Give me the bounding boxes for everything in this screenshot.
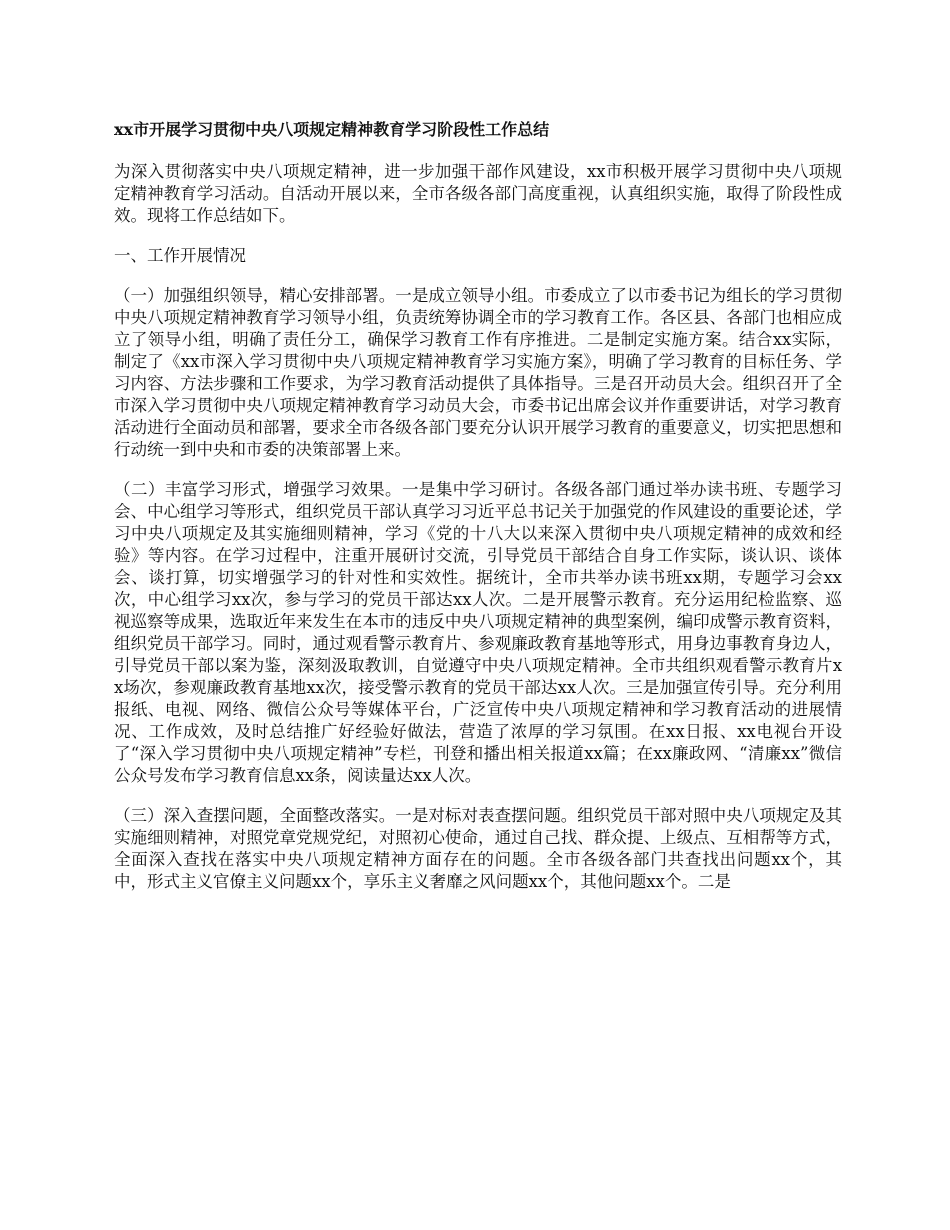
document-title: xx市开展学习贯彻中央八项规定精神教育学习阶段性工作总结 bbox=[114, 120, 550, 139]
paragraph-study-forms: （二）丰富学习形式，增强学习效果。一是集中学习研讨。各级各部门通过举办读书班、专题学习会、中心组学习等形式，组织党员干部认真学习习近平总书记关于加强党的作风建设的重要论述，学习中央八项规定及其实施细则精神，学习《党的十八大以来深入贯彻中央八项规定精神的成效和经验》等内容。在学习过程中，注重开展研讨交流，引导党员干部结合自身工作实际，谈认识、谈体会、谈打算，切实增强学习的针对性和实效性。据统计，全市共举办读书班xx期，专题学习会xx次，中心组学习xx次，参与学习的党员干部达xx人次。二是开展警示教育。充分运用纪检监察、巡视巡察等成果，选取近年来发生在本市的违反中央八项规定精神的典型案例，编印成警示教育资料，组织党员干部学习。同时，通过观看警示教育片、参观廉政教育基地等形式，用身边事教育身边人，引导党员干部以案为鉴，深刻汲取教训，自觉遵守中央八项规定精神。全市共组织观看警示教育片xx场次，参观廉政教育基地xx次，接受警示教育的党员干部达xx人次。三是加强宣传引导。充分利用报纸、电视、网络、微信公众号等媒体平台，广泛宣传中央八项规定精神和学习教育活动的进展情况、工作成效，及时总结推广好经验好做法，营造了浓厚的学习氛围。在xx日报、xx电视台开设了“深入学习贯彻中央八项规定精神”专栏，刊登和播出相关报道xx篇；在xx廉政网、“清廉xx”微信公众号发布学习教育信息xx条，阅读量达xx人次。 bbox=[114, 480, 842, 785]
paragraph-rectification: （三）深入查摆问题，全面整改落实。一是对标对表查摆问题。组织党员干部对照中央八项规定及其实施细则精神，对照党章党规党纪，对照初心使命，通过自己找、群众提、上级点、互相帮等方式，全面深入查找在落实中央八项规定精神方面存在的问题。全市各级各部门共查找出问题xx个，其中，形式主义官僚主义问题xx个，享乐主义奢靡之风问题xx个，其他问题xx个。二是 bbox=[114, 806, 842, 891]
document-page bbox=[114, 118, 842, 911]
intro-paragraph: 为深入贯彻落实中央八项规定精神，进一步加强干部作风建设，xx市积极开展学习贯彻中央八项规定精神教育学习活动。自活动开展以来，全市各级各部门高度重视，认真组织实施，取得了阶段性成效。现将工作总结如下。 bbox=[114, 162, 842, 225]
paragraph-organization: （一）加强组织领导，精心安排部署。一是成立领导小组。市委成立了以市委书记为组长的学习贯彻中央八项规定精神教育学习领导小组，负责统筹协调全市的学习教育工作。各区县、各部门也相应成立了领导小组，明确了责任分工，确保学习教育工作有序推进。二是制定实施方案。结合xx实际，制定了《xx市深入学习贯彻中央八项规定精神教育学习实施方案》，明确了学习教育的目标任务、学习内容、方法步骤和工作要求，为学习教育活动提供了具体指导。三是召开动员大会。组织召开了全市深入学习贯彻中央八项规定精神教育学习动员大会，市委书记出席会议并作重要讲话，对学习教育活动进行全面动员和部署，要求全市各级各部门要充分认识开展学习教育的重要意义，切实把思想和行动统一到中央和市委的决策部署上来。 bbox=[114, 286, 842, 459]
section-heading: 一、工作开展情况 bbox=[114, 246, 246, 265]
